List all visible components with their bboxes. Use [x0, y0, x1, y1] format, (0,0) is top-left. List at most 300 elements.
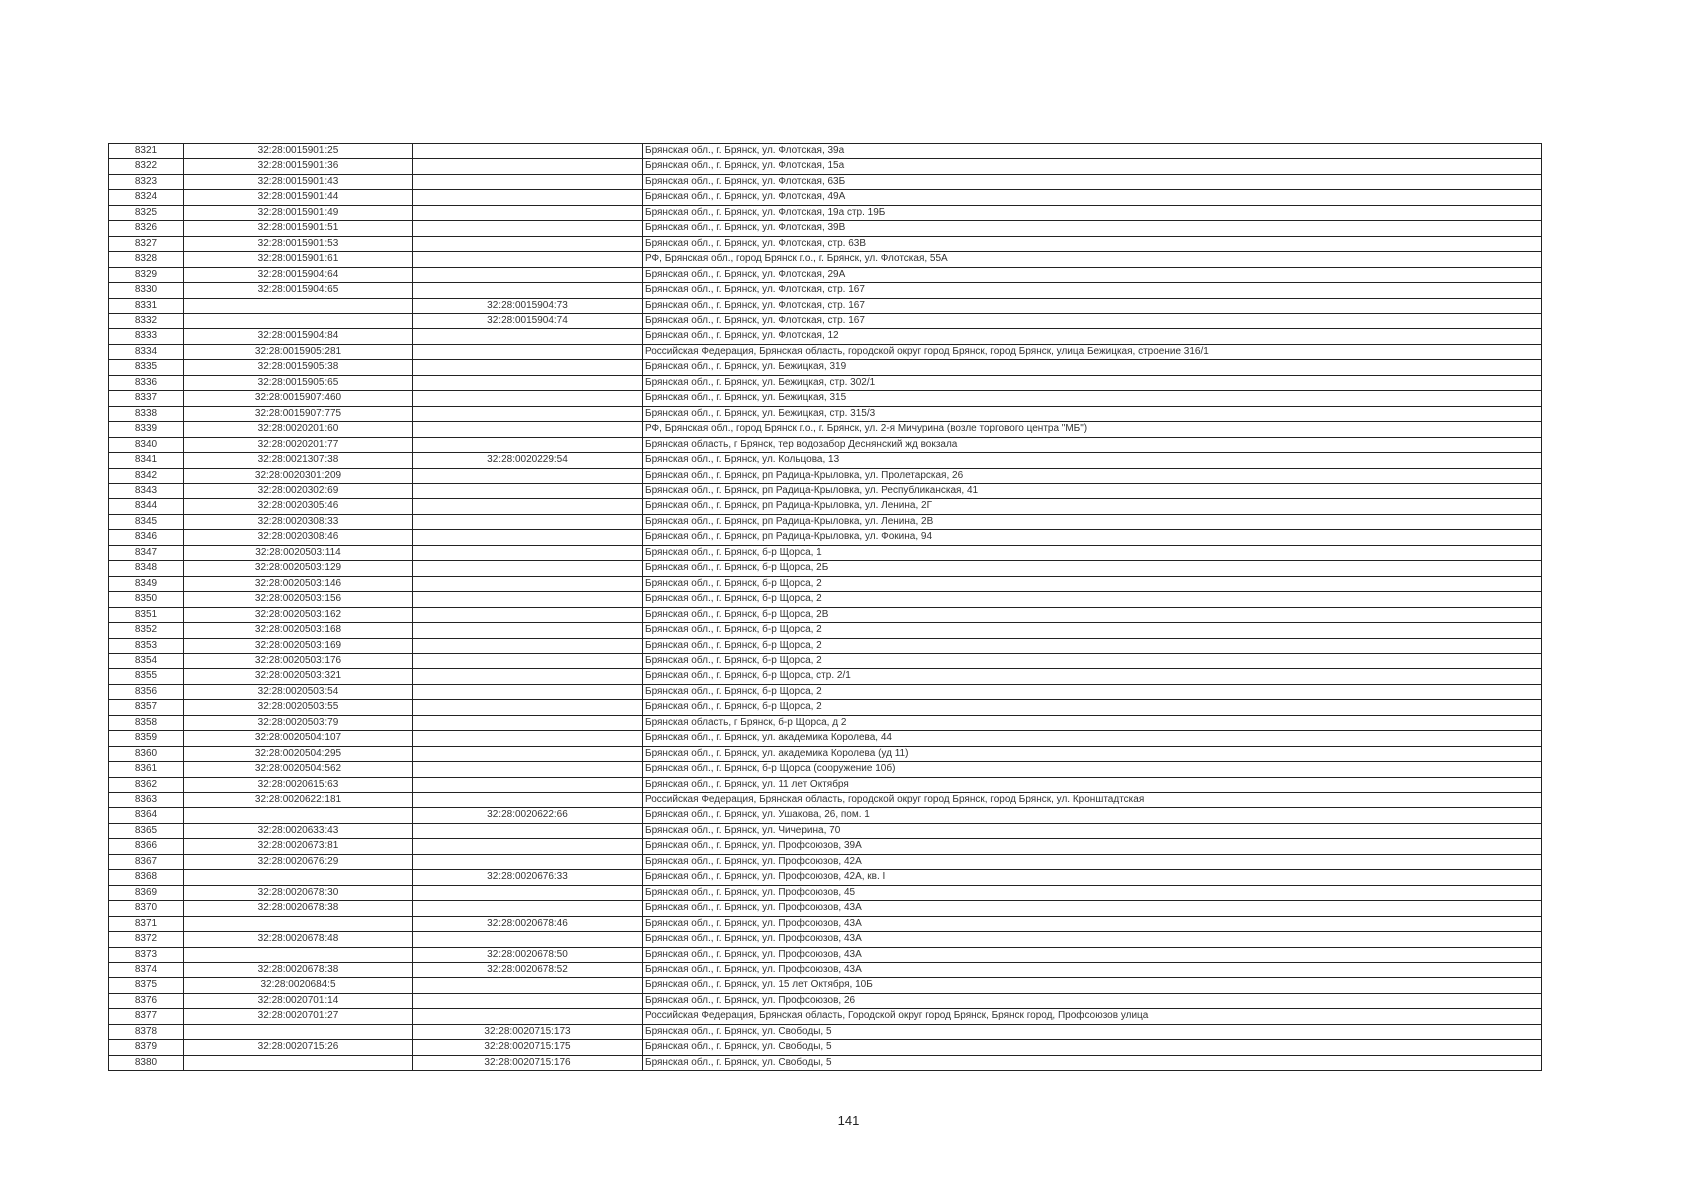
- table-row: [109, 1024, 1542, 1039]
- related-cadastral-number-cell: [413, 762, 643, 777]
- address-cell: Брянская обл., г. Брянск, ул. Профсоюзов, 43А: [643, 932, 1542, 947]
- row-number-cell: 8353: [109, 638, 184, 653]
- address-cell: Брянская обл., г. Брянск, ул. 15 лет Октября, 10Б: [643, 978, 1542, 993]
- row-number-cell: 8345: [109, 514, 184, 529]
- table-row: [109, 313, 1542, 328]
- address-cell: Брянская обл., г. Брянск, ул. Флотская, стр. 63В: [643, 236, 1542, 251]
- address-cell: Брянская обл., г. Брянск, ул. Профсоюзов, 45: [643, 885, 1542, 900]
- row-number-cell: 8356: [109, 684, 184, 699]
- address-cell: Российская Федерация, Брянская область, городской округ город Брянск, город Брянск, улица Бежицкая, строение 316/1: [643, 344, 1542, 359]
- row-number-cell: 8340: [109, 437, 184, 452]
- related-cadastral-number-cell: [413, 252, 643, 267]
- row-number-cell: 8343: [109, 483, 184, 498]
- row-number-cell: 8329: [109, 267, 184, 282]
- related-cadastral-number-cell: [413, 190, 643, 205]
- address-cell: Брянская обл., г. Брянск, ул. Профсоюзов, 42А, кв. I: [643, 870, 1542, 885]
- row-number-cell: 8362: [109, 777, 184, 792]
- address-cell: Брянская обл., г. Брянск, рп Радица-Крыловка, ул. Ленина, 2Г: [643, 499, 1542, 514]
- row-number-cell: 8378: [109, 1024, 184, 1039]
- cadastral-number-cell: 32:28:0020678:38: [184, 901, 413, 916]
- table-row: [109, 731, 1542, 746]
- table-row: [109, 483, 1542, 498]
- cadastral-number-cell: 32:28:0020305:46: [184, 499, 413, 514]
- address-cell: Брянская обл., г. Брянск, ул. академика Королева, 44: [643, 731, 1542, 746]
- cadastral-number-cell: 32:28:0020684:5: [184, 978, 413, 993]
- related-cadastral-number-cell: [413, 283, 643, 298]
- row-number-cell: 8376: [109, 993, 184, 1008]
- related-cadastral-number-cell: [413, 236, 643, 251]
- table-row: [109, 468, 1542, 483]
- related-cadastral-number-cell: [413, 700, 643, 715]
- related-cadastral-number-cell: 32:28:0020715:173: [413, 1024, 643, 1039]
- row-number-cell: 8344: [109, 499, 184, 514]
- related-cadastral-number-cell: [413, 777, 643, 792]
- related-cadastral-number-cell: [413, 174, 643, 189]
- table-row: [109, 1040, 1542, 1055]
- table-row: [109, 638, 1542, 653]
- cadastral-number-cell: 32:28:0015904:65: [184, 283, 413, 298]
- table-row: [109, 916, 1542, 931]
- row-number-cell: 8367: [109, 854, 184, 869]
- row-number-cell: 8352: [109, 623, 184, 638]
- table-row: [109, 978, 1542, 993]
- related-cadastral-number-cell: [413, 468, 643, 483]
- row-number-cell: 8360: [109, 746, 184, 761]
- row-number-cell: 8361: [109, 762, 184, 777]
- cadastral-number-cell: [184, 870, 413, 885]
- cadastral-number-cell: 32:28:0020503:146: [184, 576, 413, 591]
- cadastral-number-cell: 32:28:0020503:156: [184, 592, 413, 607]
- table-row: [109, 499, 1542, 514]
- related-cadastral-number-cell: 32:28:0020678:50: [413, 947, 643, 962]
- address-cell: Брянская обл., г. Брянск, б-р Щорса, 2: [643, 638, 1542, 653]
- row-number-cell: 8371: [109, 916, 184, 931]
- address-cell: Брянская обл., г. Брянск, ул. Профсоюзов, 43А: [643, 963, 1542, 978]
- related-cadastral-number-cell: [413, 854, 643, 869]
- table-row: [109, 993, 1542, 1008]
- related-cadastral-number-cell: [413, 932, 643, 947]
- related-cadastral-number-cell: [413, 159, 643, 174]
- table-row: [109, 221, 1542, 236]
- table-row: [109, 406, 1542, 421]
- cadastral-number-cell: 32:28:0015901:51: [184, 221, 413, 236]
- row-number-cell: 8331: [109, 298, 184, 313]
- related-cadastral-number-cell: 32:28:0015904:74: [413, 313, 643, 328]
- cadastral-number-cell: 32:28:0015904:64: [184, 267, 413, 282]
- table-row: [109, 159, 1542, 174]
- address-cell: Брянская обл., г. Брянск, рп Радица-Крыловка, ул. Фокина, 94: [643, 530, 1542, 545]
- related-cadastral-number-cell: [413, 839, 643, 854]
- cadastral-number-cell: 32:28:0020504:562: [184, 762, 413, 777]
- row-number-cell: 8377: [109, 1009, 184, 1024]
- row-number-cell: 8369: [109, 885, 184, 900]
- related-cadastral-number-cell: [413, 267, 643, 282]
- related-cadastral-number-cell: [413, 221, 643, 236]
- cadastral-number-cell: 32:28:0021307:38: [184, 453, 413, 468]
- row-number-cell: 8358: [109, 715, 184, 730]
- address-cell: Брянская обл., г. Брянск, б-р Щорса, 2: [643, 592, 1542, 607]
- row-number-cell: 8368: [109, 870, 184, 885]
- table-row: [109, 344, 1542, 359]
- cadastral-number-cell: 32:28:0015901:44: [184, 190, 413, 205]
- row-number-cell: 8355: [109, 669, 184, 684]
- related-cadastral-number-cell: [413, 746, 643, 761]
- related-cadastral-number-cell: [413, 978, 643, 993]
- cadastral-number-cell: 32:28:0020503:168: [184, 623, 413, 638]
- related-cadastral-number-cell: [413, 391, 643, 406]
- related-cadastral-number-cell: 32:28:0020715:176: [413, 1055, 643, 1070]
- table-row: [109, 437, 1542, 452]
- cadastral-number-cell: 32:28:0020503:176: [184, 653, 413, 668]
- cadastral-number-cell: 32:28:0020615:63: [184, 777, 413, 792]
- table-row: [109, 561, 1542, 576]
- cadastral-number-cell: 32:28:0020676:29: [184, 854, 413, 869]
- related-cadastral-number-cell: [413, 592, 643, 607]
- table-row: [109, 1009, 1542, 1024]
- table-row: [109, 684, 1542, 699]
- related-cadastral-number-cell: [413, 422, 643, 437]
- address-cell: Брянская обл., г. Брянск, б-р Щорса, 2: [643, 653, 1542, 668]
- address-cell: Брянская обл., г. Брянск, ул. Бежицкая, стр. 302/1: [643, 375, 1542, 390]
- row-number-cell: 8342: [109, 468, 184, 483]
- address-cell: Брянская обл., г. Брянск, ул. Флотская, 12: [643, 329, 1542, 344]
- address-cell: Брянская обл., г. Брянск, ул. Флотская, стр. 167: [643, 298, 1542, 313]
- cadastral-number-cell: 32:28:0020301:209: [184, 468, 413, 483]
- address-cell: РФ, Брянская обл., город Брянск г.о., г. Брянск, ул. 2-я Мичурина (возле торгового центра "МБ"): [643, 422, 1542, 437]
- related-cadastral-number-cell: [413, 653, 643, 668]
- cadastral-number-cell: 32:28:0020701:14: [184, 993, 413, 1008]
- table-row: [109, 623, 1542, 638]
- table-row: [109, 963, 1542, 978]
- cadastral-number-cell: [184, 1024, 413, 1039]
- table-row: [109, 592, 1542, 607]
- address-cell: Брянская обл., г. Брянск, ул. Профсоюзов, 43А: [643, 916, 1542, 931]
- address-cell: Брянская обл., г. Брянск, ул. Флотская, 19а стр. 19Б: [643, 205, 1542, 220]
- address-cell: Брянская обл., г. Брянск, ул. Флотская, 63Б: [643, 174, 1542, 189]
- cadastral-number-cell: 32:28:0015905:38: [184, 360, 413, 375]
- row-number-cell: 8335: [109, 360, 184, 375]
- table-row: [109, 391, 1542, 406]
- cadastral-number-cell: 32:28:0020678:30: [184, 885, 413, 900]
- row-number-cell: 8380: [109, 1055, 184, 1070]
- related-cadastral-number-cell: [413, 344, 643, 359]
- related-cadastral-number-cell: [413, 885, 643, 900]
- address-cell: Брянская обл., г. Брянск, б-р Щорса, 2В: [643, 607, 1542, 622]
- row-number-cell: 8359: [109, 731, 184, 746]
- address-cell: Брянская обл., г. Брянск, б-р Щорса, 2: [643, 623, 1542, 638]
- related-cadastral-number-cell: [413, 483, 643, 498]
- row-number-cell: 8337: [109, 391, 184, 406]
- table-row: [109, 236, 1542, 251]
- address-cell: Брянская обл., г. Брянск, ул. Флотская, стр. 167: [643, 283, 1542, 298]
- table-row: [109, 530, 1542, 545]
- address-cell: Российская Федерация, Брянская область, городской округ город Брянск, город Брянск, ул. Кронштадтская: [643, 793, 1542, 808]
- row-number-cell: 8375: [109, 978, 184, 993]
- row-number-cell: 8379: [109, 1040, 184, 1055]
- related-cadastral-number-cell: [413, 144, 643, 159]
- table-row: [109, 901, 1542, 916]
- related-cadastral-number-cell: [413, 561, 643, 576]
- table-row: [109, 190, 1542, 205]
- cadastral-number-cell: 32:28:0015907:775: [184, 406, 413, 421]
- related-cadastral-number-cell: [413, 607, 643, 622]
- row-number-cell: 8339: [109, 422, 184, 437]
- related-cadastral-number-cell: [413, 545, 643, 560]
- table-row: [109, 839, 1542, 854]
- table-row: [109, 205, 1542, 220]
- related-cadastral-number-cell: [413, 731, 643, 746]
- cadastral-number-cell: 32:28:0020201:77: [184, 437, 413, 452]
- cadastral-number-cell: 32:28:0020503:79: [184, 715, 413, 730]
- cadastral-number-cell: 32:28:0020308:46: [184, 530, 413, 545]
- address-cell: Брянская обл., г. Брянск, б-р Щорса, 2Б: [643, 561, 1542, 576]
- related-cadastral-number-cell: [413, 684, 643, 699]
- row-number-cell: 8364: [109, 808, 184, 823]
- row-number-cell: 8363: [109, 793, 184, 808]
- cadastral-number-cell: 32:28:0020503:169: [184, 638, 413, 653]
- related-cadastral-number-cell: [413, 993, 643, 1008]
- table-row: [109, 422, 1542, 437]
- cadastral-number-cell: 32:28:0015907:460: [184, 391, 413, 406]
- address-cell: Брянская область, г Брянск, б-р Щорса, д 2: [643, 715, 1542, 730]
- cadastral-number-cell: 32:28:0020504:107: [184, 731, 413, 746]
- address-cell: Брянская обл., г. Брянск, ул. Свободы, 5: [643, 1040, 1542, 1055]
- table-row: [109, 700, 1542, 715]
- row-number-cell: 8373: [109, 947, 184, 962]
- address-cell: Брянская обл., г. Брянск, ул. академика Королева (уд 11): [643, 746, 1542, 761]
- row-number-cell: 8366: [109, 839, 184, 854]
- table-row: [109, 514, 1542, 529]
- related-cadastral-number-cell: 32:28:0020676:33: [413, 870, 643, 885]
- cadastral-number-cell: 32:28:0015901:49: [184, 205, 413, 220]
- related-cadastral-number-cell: [413, 514, 643, 529]
- address-cell: Брянская обл., г. Брянск, б-р Щорса, 2: [643, 684, 1542, 699]
- related-cadastral-number-cell: [413, 669, 643, 684]
- related-cadastral-number-cell: [413, 205, 643, 220]
- related-cadastral-number-cell: 32:28:0020229:54: [413, 453, 643, 468]
- cadastral-number-cell: [184, 298, 413, 313]
- cadastral-number-cell: 32:28:0020503:129: [184, 561, 413, 576]
- address-cell: Брянская обл., г. Брянск, ул. Бежицкая, стр. 315/3: [643, 406, 1542, 421]
- row-number-cell: 8351: [109, 607, 184, 622]
- table-row: [109, 932, 1542, 947]
- table-row: [109, 329, 1542, 344]
- cadastral-number-cell: 32:28:0020503:55: [184, 700, 413, 715]
- related-cadastral-number-cell: [413, 793, 643, 808]
- table-row: [109, 885, 1542, 900]
- address-cell: Российская Федерация, Брянская область, Городской округ город Брянск, Брянск город, Профсоюзов улица: [643, 1009, 1542, 1024]
- row-number-cell: 8324: [109, 190, 184, 205]
- cadastral-number-cell: [184, 313, 413, 328]
- cadastral-number-cell: 32:28:0020622:181: [184, 793, 413, 808]
- cadastral-number-cell: 32:28:0020503:321: [184, 669, 413, 684]
- row-number-cell: 8370: [109, 901, 184, 916]
- related-cadastral-number-cell: [413, 375, 643, 390]
- table-row: [109, 375, 1542, 390]
- row-number-cell: 8330: [109, 283, 184, 298]
- table-row: [109, 576, 1542, 591]
- row-number-cell: 8372: [109, 932, 184, 947]
- table-row: [109, 283, 1542, 298]
- address-cell: Брянская обл., г. Брянск, б-р Щорса, 1: [643, 545, 1542, 560]
- related-cadastral-number-cell: [413, 360, 643, 375]
- related-cadastral-number-cell: [413, 576, 643, 591]
- table-row: [109, 669, 1542, 684]
- cadastral-number-cell: 32:28:0020503:162: [184, 607, 413, 622]
- row-number-cell: 8357: [109, 700, 184, 715]
- related-cadastral-number-cell: [413, 715, 643, 730]
- table-row: [109, 545, 1542, 560]
- address-cell: Брянская обл., г. Брянск, рп Радица-Крыловка, ул. Ленина, 2В: [643, 514, 1542, 529]
- address-cell: Брянская обл., г. Брянск, б-р Щорса, стр. 2/1: [643, 669, 1542, 684]
- cadastral-number-cell: 32:28:0015901:36: [184, 159, 413, 174]
- address-cell: Брянская обл., г. Брянск, ул. Свободы, 5: [643, 1024, 1542, 1039]
- row-number-cell: 8347: [109, 545, 184, 560]
- address-cell: Брянская обл., г. Брянск, ул. Флотская, 29А: [643, 267, 1542, 282]
- related-cadastral-number-cell: [413, 329, 643, 344]
- row-number-cell: 8336: [109, 375, 184, 390]
- row-number-cell: 8325: [109, 205, 184, 220]
- row-number-cell: 8334: [109, 344, 184, 359]
- cadastral-number-cell: 32:28:0020308:33: [184, 514, 413, 529]
- table-row: [109, 607, 1542, 622]
- address-cell: Брянская обл., г. Брянск, ул. Профсоюзов, 42А: [643, 854, 1542, 869]
- related-cadastral-number-cell: [413, 901, 643, 916]
- cadastral-number-cell: 32:28:0020678:38: [184, 963, 413, 978]
- row-number-cell: 8354: [109, 653, 184, 668]
- cadastral-number-cell: 32:28:0015905:281: [184, 344, 413, 359]
- cadastral-number-cell: 32:28:0015901:61: [184, 252, 413, 267]
- address-cell: Брянская обл., г. Брянск, ул. Профсоюзов, 26: [643, 993, 1542, 1008]
- table-row: [109, 174, 1542, 189]
- row-number-cell: 8341: [109, 453, 184, 468]
- table-row: [109, 808, 1542, 823]
- cadastral-number-cell: [184, 1055, 413, 1070]
- row-number-cell: 8338: [109, 406, 184, 421]
- table-row: [109, 144, 1542, 159]
- address-cell: Брянская обл., г. Брянск, б-р Щорса (сооружение 10б): [643, 762, 1542, 777]
- address-cell: Брянская обл., г. Брянск, ул. Флотская, 49А: [643, 190, 1542, 205]
- address-cell: Брянская обл., г. Брянск, ул. Флотская, 39а: [643, 144, 1542, 159]
- table-row: [109, 793, 1542, 808]
- row-number-cell: 8328: [109, 252, 184, 267]
- cadastral-number-cell: 32:28:0015904:84: [184, 329, 413, 344]
- address-cell: Брянская обл., г. Брянск, ул. Кольцова, 13: [643, 453, 1542, 468]
- cadastral-number-cell: 32:28:0020504:295: [184, 746, 413, 761]
- table-row: [109, 947, 1542, 962]
- cadastral-number-cell: 32:28:0020678:48: [184, 932, 413, 947]
- cadastral-number-cell: 32:28:0020715:26: [184, 1040, 413, 1055]
- related-cadastral-number-cell: [413, 499, 643, 514]
- row-number-cell: 8348: [109, 561, 184, 576]
- related-cadastral-number-cell: 32:28:0020622:66: [413, 808, 643, 823]
- address-cell: Брянская обл., г. Брянск, ул. Профсоюзов, 43А: [643, 901, 1542, 916]
- related-cadastral-number-cell: [413, 823, 643, 838]
- related-cadastral-number-cell: 32:28:0020715:175: [413, 1040, 643, 1055]
- address-cell: Брянская обл., г. Брянск, ул. Чичерина, 70: [643, 823, 1542, 838]
- table-body: [109, 144, 1542, 1071]
- table-row: [109, 1055, 1542, 1070]
- row-number-cell: 8374: [109, 963, 184, 978]
- address-cell: РФ, Брянская обл., город Брянск г.о., г. Брянск, ул. Флотская, 55А: [643, 252, 1542, 267]
- table-row: [109, 762, 1542, 777]
- related-cadastral-number-cell: 32:28:0015904:73: [413, 298, 643, 313]
- table-row: [109, 854, 1542, 869]
- address-cell: Брянская обл., г. Брянск, б-р Щорса, 2: [643, 576, 1542, 591]
- address-cell: Брянская обл., г. Брянск, ул. Флотская, 39В: [643, 221, 1542, 236]
- related-cadastral-number-cell: 32:28:0020678:46: [413, 916, 643, 931]
- related-cadastral-number-cell: [413, 638, 643, 653]
- table-row: [109, 252, 1542, 267]
- address-cell: Брянская область, г Брянск, тер водозабор Деснянский жд вокзала: [643, 437, 1542, 452]
- address-cell: Брянская обл., г. Брянск, рп Радица-Крыловка, ул. Республиканская, 41: [643, 483, 1542, 498]
- cadastral-number-cell: [184, 947, 413, 962]
- table-row: [109, 267, 1542, 282]
- address-cell: Брянская обл., г. Брянск, ул. Флотская, 15а: [643, 159, 1542, 174]
- row-number-cell: 8321: [109, 144, 184, 159]
- cadastral-number-cell: 32:28:0015901:53: [184, 236, 413, 251]
- cadastral-number-cell: 32:28:0015901:43: [184, 174, 413, 189]
- address-cell: Брянская обл., г. Брянск, ул. Профсоюзов, 39А: [643, 839, 1542, 854]
- cadastral-number-cell: [184, 916, 413, 931]
- table-row: [109, 746, 1542, 761]
- related-cadastral-number-cell: [413, 530, 643, 545]
- row-number-cell: 8326: [109, 221, 184, 236]
- address-cell: Брянская обл., г. Брянск, ул. Бежицкая, 319: [643, 360, 1542, 375]
- cadastral-number-cell: 32:28:0020673:81: [184, 839, 413, 854]
- table-row: [109, 298, 1542, 313]
- related-cadastral-number-cell: 32:28:0020678:52: [413, 963, 643, 978]
- table-row: [109, 870, 1542, 885]
- related-cadastral-number-cell: [413, 623, 643, 638]
- address-cell: Брянская обл., г. Брянск, ул. Профсоюзов, 43А: [643, 947, 1542, 962]
- page-number: 141: [837, 1113, 860, 1128]
- cadastral-number-cell: 32:28:0020302:69: [184, 483, 413, 498]
- cadastral-number-cell: 32:28:0020633:43: [184, 823, 413, 838]
- cadastral-number-cell: 32:28:0015905:65: [184, 375, 413, 390]
- cadastral-number-cell: 32:28:0015901:25: [184, 144, 413, 159]
- address-cell: Брянская обл., г. Брянск, б-р Щорса, 2: [643, 700, 1542, 715]
- row-number-cell: 8327: [109, 236, 184, 251]
- address-cell: Брянская обл., г. Брянск, рп Радица-Крыловка, ул. Пролетарская, 26: [643, 468, 1542, 483]
- row-number-cell: 8322: [109, 159, 184, 174]
- table-row: [109, 360, 1542, 375]
- data-table: [108, 143, 1542, 1071]
- table-row: [109, 823, 1542, 838]
- cadastral-number-cell: 32:28:0020503:54: [184, 684, 413, 699]
- row-number-cell: 8349: [109, 576, 184, 591]
- row-number-cell: 8350: [109, 592, 184, 607]
- table-row: [109, 453, 1542, 468]
- cadastral-number-cell: 32:28:0020503:114: [184, 545, 413, 560]
- row-number-cell: 8332: [109, 313, 184, 328]
- related-cadastral-number-cell: [413, 437, 643, 452]
- cadastral-number-cell: 32:28:0020201:60: [184, 422, 413, 437]
- address-cell: Брянская обл., г. Брянск, ул. Свободы, 5: [643, 1055, 1542, 1070]
- table-row: [109, 715, 1542, 730]
- row-number-cell: 8365: [109, 823, 184, 838]
- table-row: [109, 653, 1542, 668]
- cadastral-number-cell: 32:28:0020701:27: [184, 1009, 413, 1024]
- address-cell: Брянская обл., г. Брянск, ул. Флотская, стр. 167: [643, 313, 1542, 328]
- table-row: [109, 777, 1542, 792]
- address-cell: Брянская обл., г. Брянск, ул. Бежицкая, 315: [643, 391, 1542, 406]
- row-number-cell: 8333: [109, 329, 184, 344]
- cadastral-number-cell: [184, 808, 413, 823]
- related-cadastral-number-cell: [413, 1009, 643, 1024]
- address-cell: Брянская обл., г. Брянск, ул. 11 лет Октября: [643, 777, 1542, 792]
- row-number-cell: 8346: [109, 530, 184, 545]
